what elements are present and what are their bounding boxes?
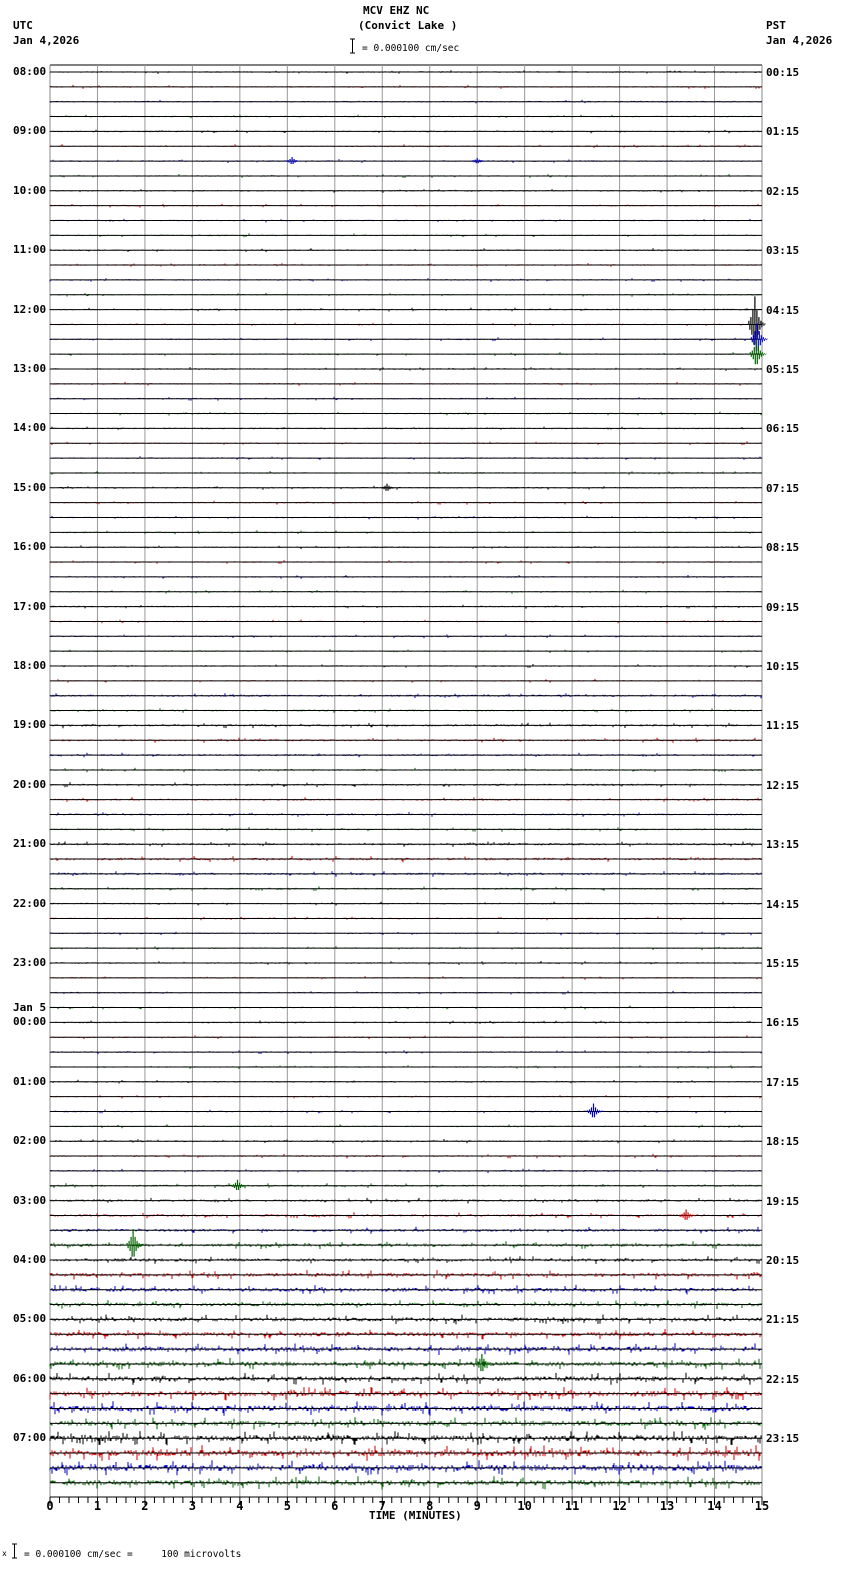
station-title: MCV EHZ NC xyxy=(363,4,430,17)
utc-hour-label: 14:00 xyxy=(13,421,47,435)
pst-hour-label: 23:15 xyxy=(766,1432,800,1446)
pst-hour-label: 19:15 xyxy=(766,1194,800,1208)
pst-hour-label: 22:15 xyxy=(766,1372,800,1386)
pst-hour-label: 21:15 xyxy=(766,1313,800,1327)
x-tick-label: 0 xyxy=(46,1499,54,1513)
footer-scale-bar-icon xyxy=(11,1543,18,1559)
x-tick-label: 15 xyxy=(754,1499,770,1513)
left-timezone: UTC xyxy=(13,19,33,32)
pst-hour-label: 07:15 xyxy=(766,481,800,495)
utc-hour-label: 22:00 xyxy=(13,896,47,910)
utc-hour-label: 18:00 xyxy=(13,659,47,672)
pst-hour-label: 11:15 xyxy=(766,719,800,733)
right-date: Jan 4,2026 xyxy=(766,34,833,47)
right-timezone: PST xyxy=(766,19,786,32)
scale-text: = 0.000100 cm/sec xyxy=(362,43,460,54)
x-tick-label: 9 xyxy=(473,1499,481,1513)
utc-hour-label: 07:00 xyxy=(13,1431,47,1445)
utc-hour-label: 08:00 xyxy=(13,65,47,78)
utc-hour-label: 17:00 xyxy=(13,599,47,613)
x-tick-label: 6 xyxy=(331,1499,339,1513)
x-tick-label: 5 xyxy=(283,1499,291,1513)
pst-hour-label: 06:15 xyxy=(766,422,800,436)
utc-hour-label: 20:00 xyxy=(13,777,47,791)
pst-hour-label: 00:15 xyxy=(766,66,800,79)
pst-hour-label: 13:15 xyxy=(766,838,800,852)
utc-hour-label: 21:00 xyxy=(13,837,47,851)
x-tick-label: 3 xyxy=(188,1499,197,1513)
utc-hour-label: 19:00 xyxy=(13,718,47,732)
utc-hour-label: 00:00 xyxy=(13,1015,47,1029)
pst-hour-label: 16:15 xyxy=(766,1016,800,1030)
left-date: Jan 4,2026 xyxy=(13,34,80,47)
pst-hour-label: 02:15 xyxy=(766,184,800,198)
utc-hour-label: 11:00 xyxy=(13,243,47,257)
utc-hour-label: 06:00 xyxy=(13,1371,47,1385)
date-change-label: Jan 5 xyxy=(13,1001,47,1015)
pst-hour-label: 15:15 xyxy=(766,957,800,970)
utc-hour-label: 03:00 xyxy=(13,1193,47,1207)
x-tick-label: 14 xyxy=(707,1499,722,1513)
x-tick-label: 4 xyxy=(236,1499,244,1513)
utc-hour-label: 23:00 xyxy=(13,956,47,969)
utc-hour-label: 16:00 xyxy=(13,540,47,554)
x-tick-label: 2 xyxy=(141,1499,149,1513)
pst-hour-label: 14:15 xyxy=(766,897,800,911)
utc-hour-label: 09:00 xyxy=(13,124,47,138)
x-tick-label: 8 xyxy=(426,1499,434,1513)
pst-hour-label: 08:15 xyxy=(766,541,800,555)
x-tick-label: 1 xyxy=(93,1499,102,1513)
pst-hour-label: 05:15 xyxy=(766,363,800,376)
pst-hour-label: 04:15 xyxy=(766,303,800,317)
footer-marker: x xyxy=(2,1549,7,1558)
station-location: (Convict Lake ) xyxy=(358,19,458,32)
pst-hour-label: 09:15 xyxy=(766,600,800,614)
x-tick-label: 12 xyxy=(612,1499,627,1513)
x-tick-label: 13 xyxy=(659,1499,675,1513)
utc-hour-label: 13:00 xyxy=(13,362,47,375)
pst-hour-label: 03:15 xyxy=(766,244,800,258)
x-tick-label: 11 xyxy=(564,1499,580,1513)
utc-hour-label: 10:00 xyxy=(13,183,47,197)
utc-hour-label: 05:00 xyxy=(13,1312,47,1326)
utc-hour-label: 12:00 xyxy=(13,302,47,316)
pst-hour-label: 01:15 xyxy=(766,125,800,139)
pst-hour-label: 10:15 xyxy=(766,660,800,673)
pst-hour-label: 17:15 xyxy=(766,1075,800,1089)
pst-hour-label: 20:15 xyxy=(766,1254,800,1267)
pst-hour-label: 12:15 xyxy=(766,778,800,792)
utc-hour-label: 15:00 xyxy=(13,480,47,494)
footer-scale-note: = 0.000100 cm/sec = 100 microvolts xyxy=(24,1549,242,1560)
x-tick-label: 10 xyxy=(517,1499,532,1513)
utc-hour-label: 04:00 xyxy=(13,1253,47,1266)
x-axis-label: TIME (MINUTES) xyxy=(369,1509,462,1522)
utc-hour-label: 01:00 xyxy=(13,1074,47,1088)
x-tick-label: 7 xyxy=(378,1499,386,1513)
utc-hour-label: 02:00 xyxy=(13,1134,47,1148)
pst-hour-label: 18:15 xyxy=(766,1135,800,1149)
